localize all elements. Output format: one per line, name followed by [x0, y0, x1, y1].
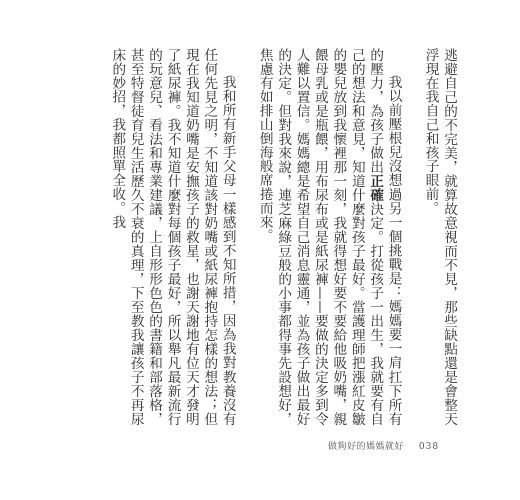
paragraph-continued: [421, 48, 458, 426]
paragraph-text: 逃避自己的不完美，就算故意視而不見，那些缺點還是會整天浮現在我自己和孩子眼前。: [422, 48, 457, 426]
paragraph: [108, 48, 237, 426]
running-title: 做夠好的媽媽就好: [328, 442, 405, 452]
page-number: 038: [418, 442, 440, 452]
paragraph-text: 我以前壓根兒沒想過另一個挑戰是：媽媽要一肩扛下所有的壓力，為孩子做出: [367, 48, 402, 426]
paragraph-text: 決定。打從孩子一出生，我就要有自己的想法和意見，知道什麼對孩子最好。當護理師把漲紅皮皺的嬰兒放到我懷裡那一刻，我就得想好要不要給他吸奶嘴，親餵母乳或是瓶餵，用布尿布或是紙尿褲——要做的決定多到令人難以置信。媽媽總是希望自己消息靈通，並為孩子做出最好的決定。但對我來說，連芝麻綠豆般的小事都得事先設想好，焦慮有如排山倒海般席捲而來。: [256, 48, 384, 426]
paragraph-text: 我和所有新手父母一樣感到不知所措，因為我對教養沒有任何先見之明，不知道該對奶嘴或紙尿褲抱持怎樣的想法；但現在我知道奶嘴是安撫孩子的救星，也謝天謝地有位天才發明了紙尿褲。我不知道什麼對每個孩子最好，所以舉凡最新流行的玩意兒、看法和專業建議，上自形形色色的書籍和部落格，甚至特督徒育兒生活歷久不衰的真理，下至教我讓孩子不再尿床的妙招，我都照單全收。我: [109, 48, 236, 426]
vertical-body-text: [108, 48, 458, 426]
paragraph: [255, 48, 402, 426]
emphasis-text: 正確: [367, 174, 384, 203]
page-footer: [328, 439, 439, 452]
